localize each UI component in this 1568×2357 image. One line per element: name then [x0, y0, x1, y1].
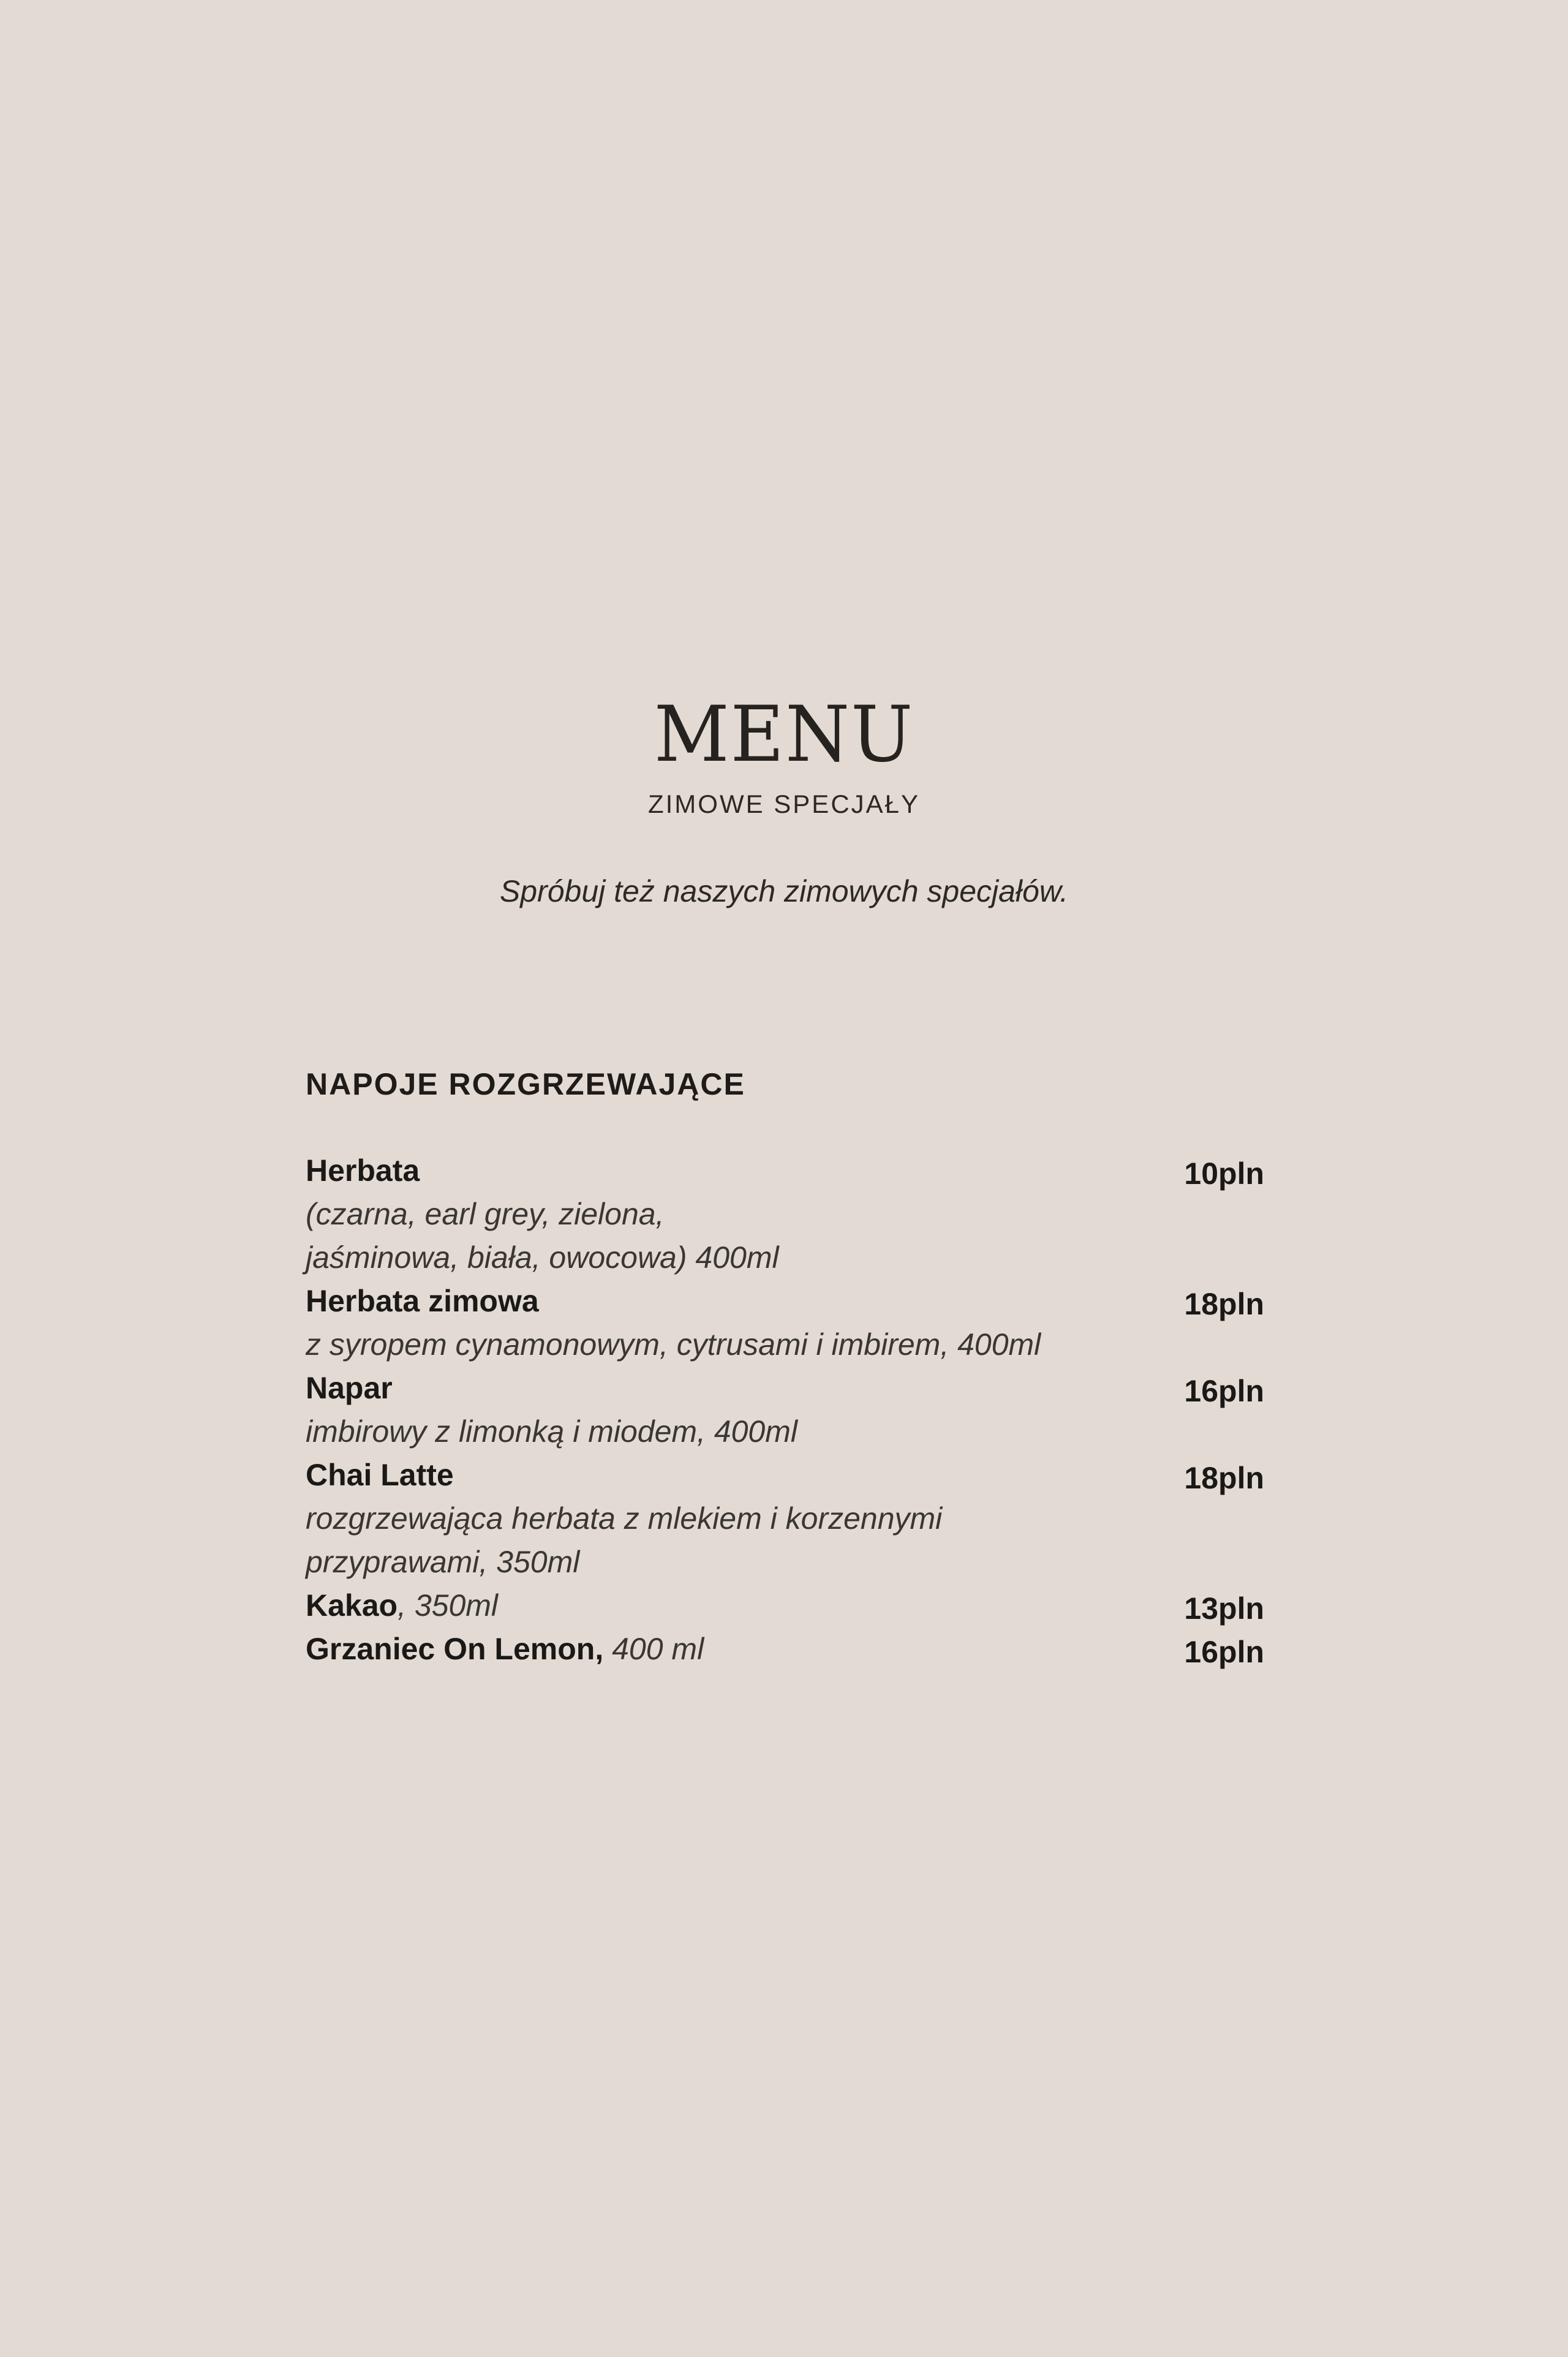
menu-item — [306, 1454, 1264, 1584]
item-price: 18pln — [1184, 1287, 1264, 1321]
menu-item — [306, 1367, 1264, 1454]
item-description: jaśminowa, biała, owocowa) 400ml — [306, 1240, 779, 1275]
menu-subtitle: ZIMOWE SPECJAŁY — [647, 790, 921, 818]
item-description: rozgrzewająca herbata z mlekiem i korzennymi — [306, 1501, 943, 1536]
menu-title: MENU — [654, 690, 914, 780]
item-name: Herbata zimowa — [306, 1284, 539, 1318]
item-price: 18pln — [1184, 1461, 1264, 1495]
item-line — [306, 1280, 1264, 1323]
item-price: 16pln — [1184, 1635, 1264, 1669]
item-inline-description: , 350ml — [398, 1588, 499, 1623]
item-name: Grzaniec On Lemon, — [306, 1632, 604, 1666]
menu-intro: Spróbuj też naszych zimowych specjałów. — [499, 874, 1069, 908]
menu-item-list — [306, 1149, 1264, 1671]
item-price: 13pln — [1184, 1591, 1264, 1626]
item-price: 10pln — [1184, 1156, 1264, 1191]
menu-item — [306, 1280, 1264, 1367]
item-name: Kakao — [306, 1588, 398, 1623]
item-description: przyprawami, 350ml — [306, 1545, 580, 1579]
item-line — [306, 1367, 1264, 1410]
menu-item — [306, 1149, 1264, 1280]
item-line — [306, 1584, 1264, 1627]
menu-item — [306, 1584, 1264, 1627]
item-line — [306, 1454, 1264, 1497]
item-description: z syropem cynamonowym, cytrusami i imbirem, 400ml — [306, 1327, 1041, 1362]
item-name: Chai Latte — [306, 1458, 454, 1492]
item-name: Herbata — [306, 1153, 420, 1188]
item-name: Napar — [306, 1371, 393, 1405]
item-line — [306, 1627, 1264, 1671]
item-line — [306, 1149, 1264, 1193]
item-price: 16pln — [1184, 1374, 1264, 1408]
section-title: NAPOJE ROZGRZEWAJĄCE — [306, 1067, 745, 1101]
item-inline-description: 400 ml — [603, 1632, 704, 1666]
menu-item — [306, 1627, 1264, 1671]
item-description: imbirowy z limonką i miodem, 400ml — [306, 1414, 798, 1449]
item-description: (czarna, earl grey, zielona, — [306, 1197, 665, 1231]
